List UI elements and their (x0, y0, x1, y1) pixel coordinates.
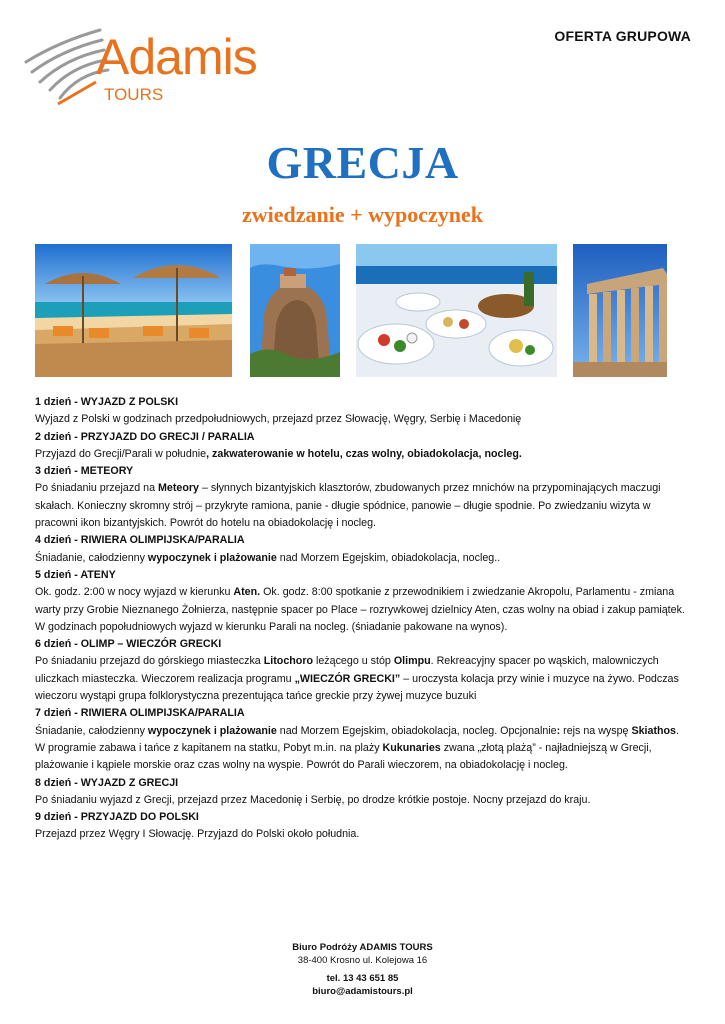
footer-phone: tel. 13 43 651 85 (326, 973, 399, 984)
day-heading: 5 dzień - ATENY (35, 568, 116, 581)
day-description: Po śniadaniu przejazd na Meteory – słynnych bizantyjskich klasztorów, zbudowanych przez mnichów na przypominających maczugi skałach. Konieczny skromny strój – przykryte ramiona, panie - długie spódnice, panowie – długie spodnie. Po zwiedzaniu wizyta w pracowni ikon bizantyjskich. Powrót do hotelu na obiadokolację i nocleg. (35, 482, 661, 530)
logo-subtext: TOURS (104, 85, 164, 104)
day-heading: 4 dzień - RIWIERA OLIMPIJSKA/PARALIA (35, 534, 245, 547)
day-heading: 3 dzień - METEORY (35, 465, 134, 478)
page-title: GRECJA (266, 137, 459, 188)
day-heading: 7 dzień - RIWIERA OLIMPIJSKA/PARALIA (35, 707, 245, 720)
beach-umbrellas-photo (35, 244, 232, 377)
day-heading: 8 dzień - WYJAZD Z GRECJI (35, 776, 179, 789)
day-description: Po śniadaniu wyjazd z Grecji, przejazd przez Macedonię i Serbię, po drodze krótkie postoje. Nocny przejazd do kraju. (35, 793, 591, 806)
day-description: Śniadanie, całodzienny wypoczynek i plażowanie nad Morzem Egejskim, obiadokolacja, nocleg. Opcjonalnie: rejs na wyspę Skiathos. W programie zabawa i tańce z kapitanem na statku, Pobyt m.in. na plaży Kukunaries zwana „złotą plażą” - najładniejszą w Grecji, plażowanie i kąpiele morskie oraz czas wolny na wyspie. Powrót do Parali wieczorem, na obiadokolację i nocleg. (35, 724, 679, 772)
parthenon-photo (573, 244, 667, 377)
day-heading: 2 dzień - PRZYJAZD DO GRECJI / PARALIA (35, 430, 255, 443)
day-item (35, 775, 691, 810)
page-subtitle: zwiedzanie + wypoczynek (241, 202, 484, 227)
day-heading: 6 dzień - OLIMP – WIECZÓR GRECKI (35, 638, 222, 651)
day-item (35, 394, 691, 429)
footer-company: Biuro Podróży ADAMIS TOURS (292, 942, 433, 953)
day-description: Po śniadaniu przejazd do górskiego miasteczka Litochoro leżącego u stóp Olimpu. Rekreacyjny spacer po wąskich, malowniczych uliczkach miasteczka. Wieczorem realizacja programu „WIECZÓR GRECKI” – uroczysta kolacja przy winie i muzyce na żywo. Podczas wieczoru wystąpi grupa folklorystyczna prezentująca tańce greckie przy żywej muzyce buzuki (35, 655, 679, 703)
offer-type-label: OFERTA GRUPOWA (554, 28, 691, 44)
day-heading: 9 dzień - PRZYJAZD DO POLSKI (35, 811, 199, 824)
footer-address: 38-400 Krosno ul. Kolejowa 16 (297, 955, 428, 966)
day-item (35, 567, 691, 636)
day-item (35, 636, 691, 705)
day-heading: 1 dzień - WYJAZD Z POLSKI (35, 396, 179, 408)
day-item (35, 463, 691, 532)
logo-wordmark: Adamis (96, 29, 257, 85)
day-item (35, 532, 691, 567)
adamis-tours-logo (18, 22, 278, 112)
day-description: Śniadanie, całodzienny wypoczynek i plażowanie nad Morzem Egejskim, obiadokolacja, nocleg.. (35, 551, 501, 564)
day-description: Przyjazd do Grecji/Parali w południe, zakwaterowanie w hotelu, czas wolny, obiadokolacja, nocleg. (35, 447, 522, 460)
meteora-monastery-photo (250, 244, 340, 377)
day-item (35, 809, 691, 844)
day-description: Przejazd przez Węgry I Słowację. Przyjazd do Polski około południa. (35, 828, 360, 841)
itinerary (35, 394, 691, 844)
day-item (35, 705, 691, 774)
day-item (35, 429, 691, 464)
greek-food-table-photo (356, 244, 557, 377)
footer (0, 941, 725, 998)
day-description: Wyjazd z Polski w godzinach przedpołudniowych, przejazd przez Słowację, Węgry, Serbię i Macedonię (35, 413, 522, 426)
footer-email-link[interactable]: biuro@adamistours.pl (312, 986, 413, 997)
day-description: Ok. godz. 2:00 w nocy wyjazd w kierunku Aten. Ok. godz. 8:00 spotkanie z przewodnikiem i zwiedzanie Akropolu, Parlamentu - zmiana warty przy Grobie Nieznanego Żołnierza, następnie spacer po Place – rozrywkowej dzielnicy Aten, czas wolny na obiad i zakup pamiątek. W godzinach popołudniowych wyjazd w kierunku Parali na nocleg. (śniadanie pakowane na wynos). (35, 586, 685, 633)
